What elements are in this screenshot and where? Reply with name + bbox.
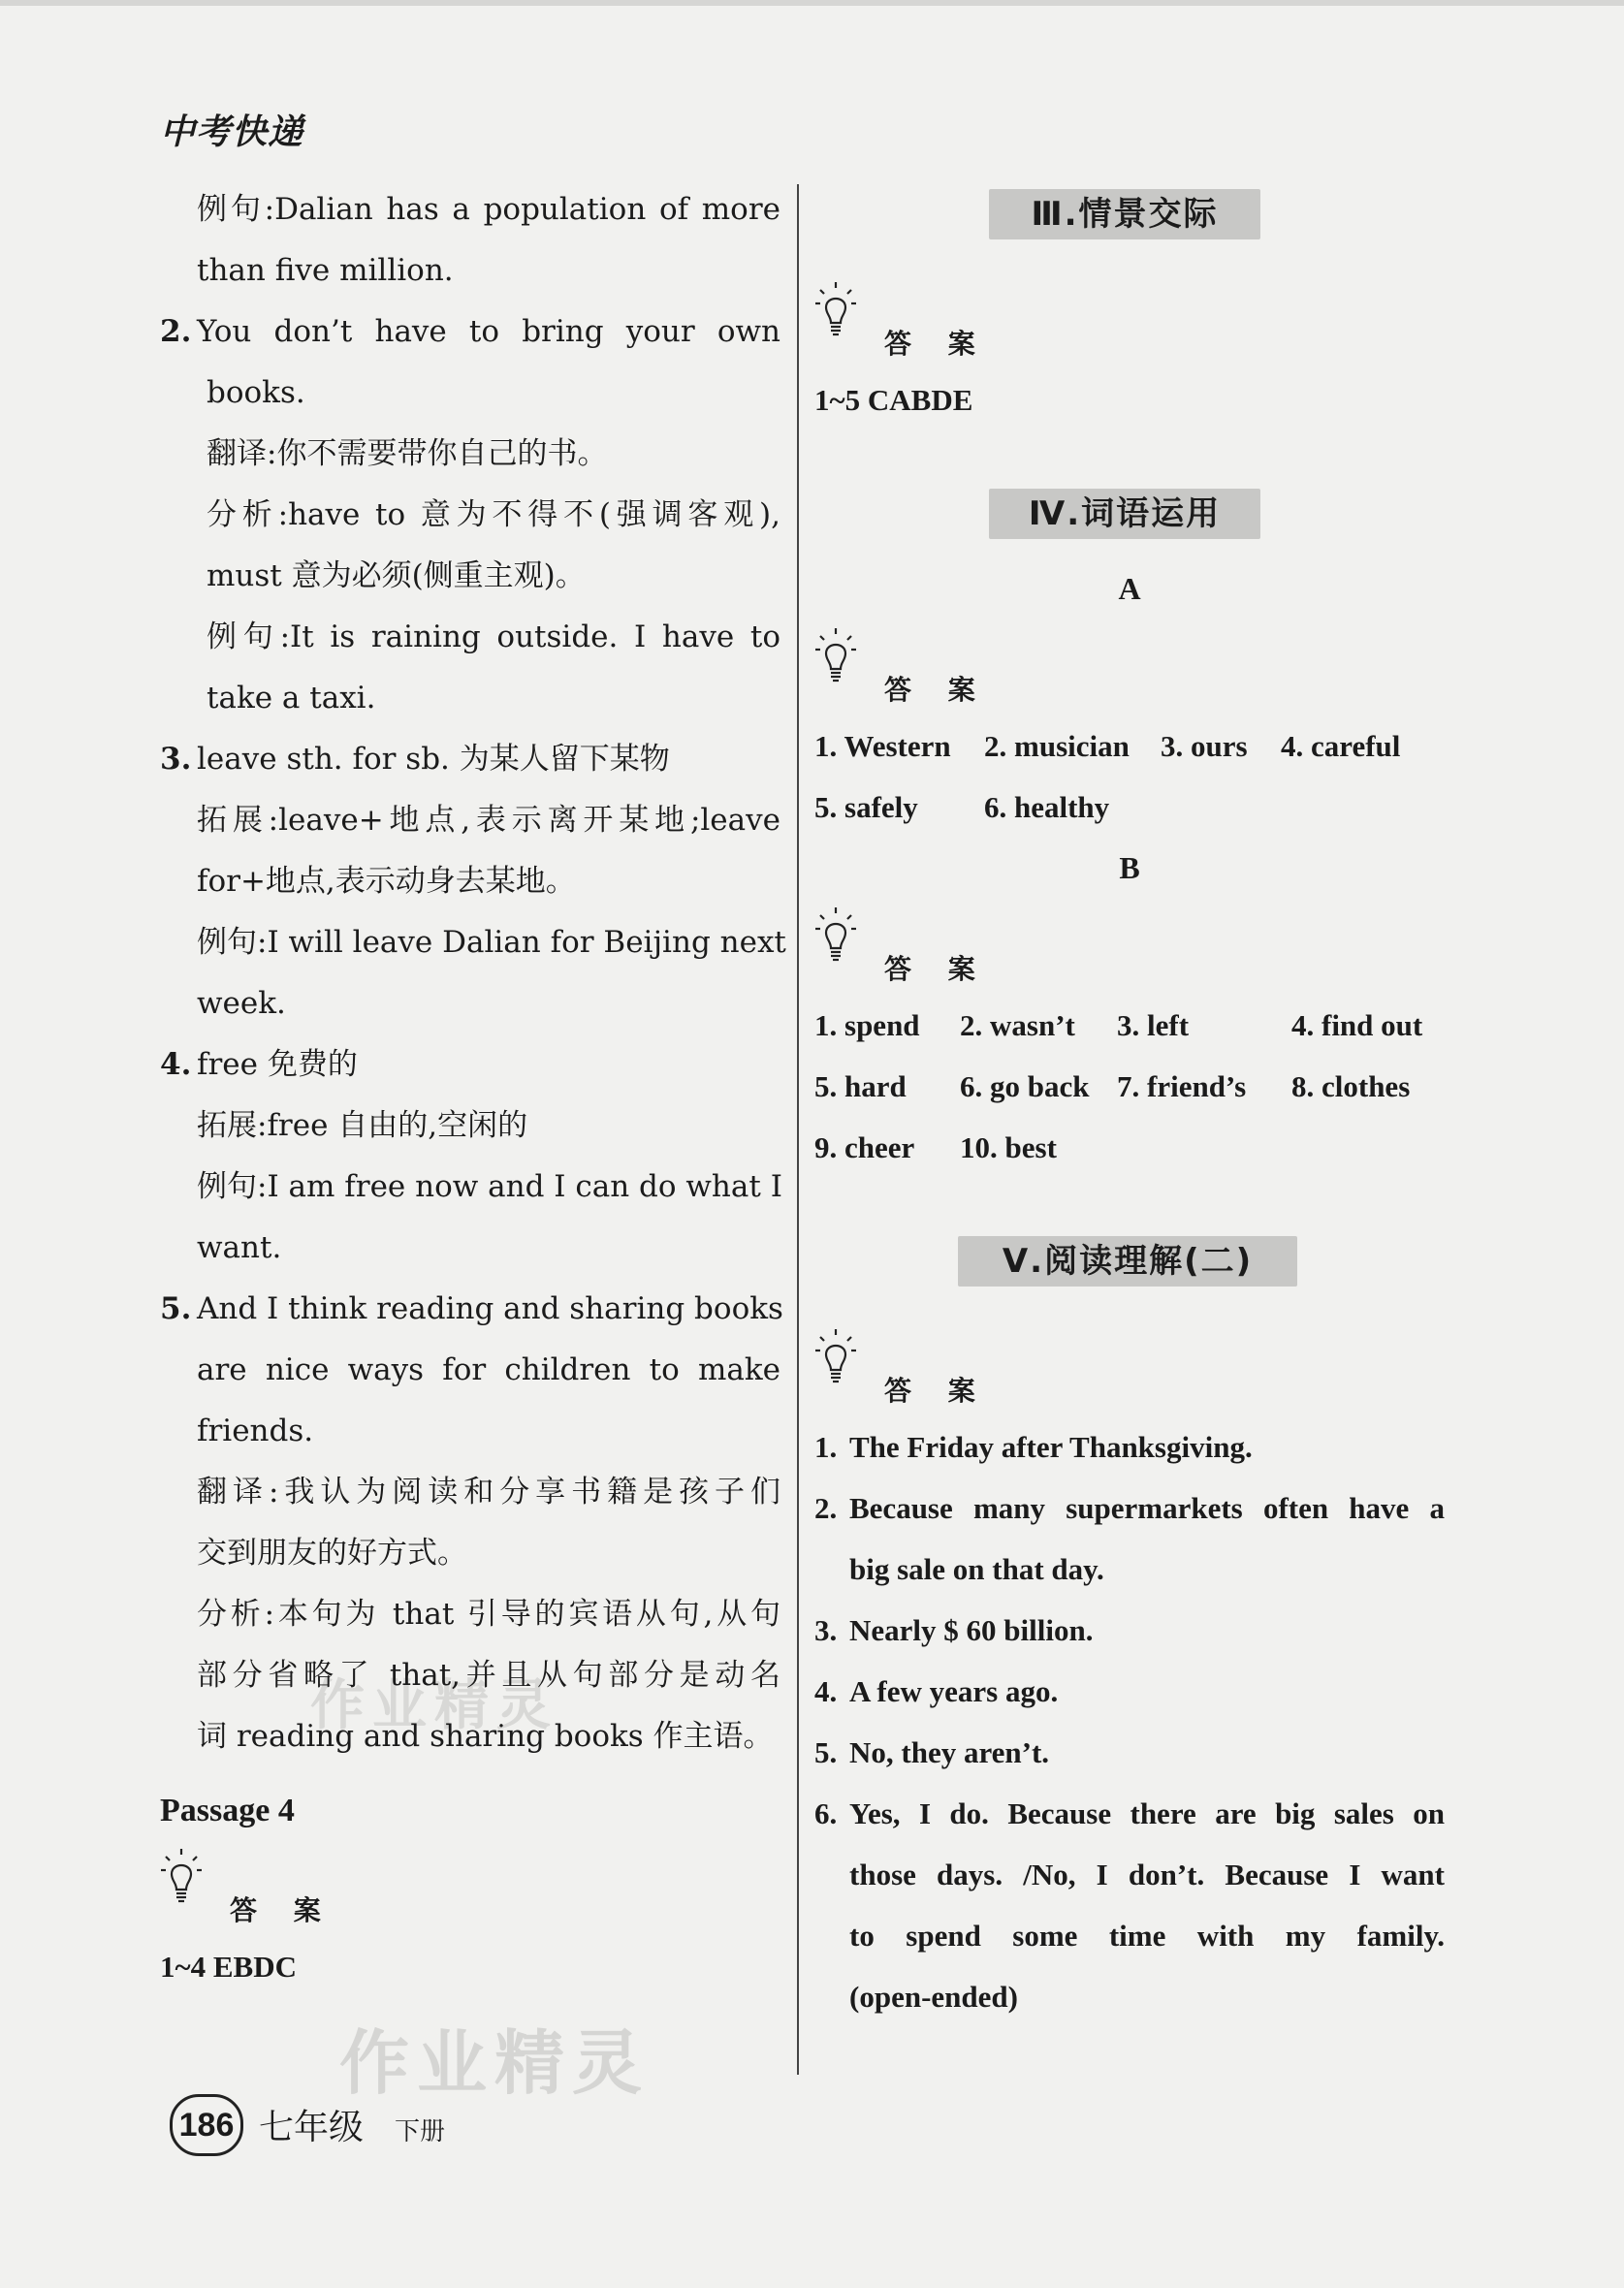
lightbulb-icon bbox=[160, 1847, 203, 1909]
line-text: The Friday after Thanksgiving. bbox=[849, 1430, 1253, 1464]
text-line bbox=[160, 851, 780, 912]
running-title: 中考快递 bbox=[160, 112, 304, 152]
answer-item: 6. go back bbox=[960, 1069, 1090, 1103]
passage-4-answers: 1~4 EBDC bbox=[160, 1950, 297, 1984]
item-number: 6. bbox=[814, 1796, 838, 1830]
answer-item: 6. healthy bbox=[984, 790, 1110, 824]
part-a-answers bbox=[814, 715, 1445, 838]
text-line bbox=[160, 240, 780, 302]
answer-label: 答 案 bbox=[884, 674, 989, 706]
right-column bbox=[814, 179, 1445, 2027]
watermark-mid: 作业精灵 bbox=[310, 1674, 558, 1737]
line-text: 拓展:leave+地点,表示离开某地;leave bbox=[197, 803, 780, 838]
line-text: 词 reading and sharing books 作主语。 bbox=[197, 1719, 774, 1754]
text-line bbox=[160, 668, 780, 729]
line-text: take a taxi. bbox=[207, 681, 376, 715]
text-line bbox=[160, 179, 780, 240]
passage-4-heading: Passage 4 bbox=[160, 1793, 295, 1828]
text-line bbox=[160, 790, 780, 851]
watermark-bottom: 作业精灵 bbox=[339, 2022, 651, 2104]
answer-item: 7. friend’s bbox=[1117, 1069, 1247, 1103]
section-3-answer-marker bbox=[814, 276, 1445, 369]
line-text: those days. /No, I don’t. Because I want bbox=[849, 1858, 1445, 1891]
text-line bbox=[160, 607, 780, 668]
line-text: 部分省略了 that,并且从句部分是动名 bbox=[197, 1658, 780, 1693]
answer-label: 答 案 bbox=[884, 1375, 989, 1407]
answer-row bbox=[814, 1056, 1445, 1117]
section-5-title: Ⅴ.阅读理解(二) bbox=[958, 1236, 1297, 1287]
line-text: No, they aren’t. bbox=[849, 1735, 1050, 1769]
line-text: 分析:have to 意为不得不(强调客观), bbox=[207, 497, 780, 532]
answer-item: 4. careful bbox=[1281, 729, 1401, 763]
line-text: are nice ways for children to make bbox=[197, 1352, 780, 1387]
item-number: 3. bbox=[160, 742, 192, 777]
answer-row bbox=[814, 715, 1445, 777]
answer-item: 5. hard bbox=[814, 1069, 907, 1103]
answer-line bbox=[814, 1905, 1445, 1966]
answer-label: 答 案 bbox=[230, 1894, 334, 1926]
answer-item: 2. wasn’t bbox=[960, 1008, 1075, 1042]
part-a-answer-marker bbox=[814, 622, 1445, 715]
line-text: to spend some time with my family. bbox=[849, 1919, 1445, 1953]
answer-line bbox=[814, 1661, 1445, 1722]
line-text: 翻译:你不需要带你自己的书。 bbox=[207, 436, 608, 471]
answer-line bbox=[814, 1478, 1445, 1539]
left-text-lines bbox=[160, 179, 786, 1767]
text-line bbox=[160, 1279, 783, 1340]
line-text: And I think reading and sharing books bbox=[197, 1291, 783, 1326]
answer-line bbox=[814, 1966, 1445, 2027]
line-text: for+地点,表示动身去某地。 bbox=[197, 864, 576, 899]
line-text: must 意为必须(侧重主观)。 bbox=[207, 558, 586, 593]
line-text: free 免费的 bbox=[197, 1047, 358, 1082]
section-4-part-a: A bbox=[1118, 571, 1141, 606]
line-text: A few years ago. bbox=[849, 1674, 1059, 1708]
answer-line bbox=[814, 1416, 1445, 1478]
volume-label: 下册 bbox=[395, 2117, 446, 2146]
text-line bbox=[160, 1706, 780, 1767]
line-text: You don’t have to bring your own bbox=[197, 314, 780, 349]
line-text: friends. bbox=[197, 1414, 314, 1448]
column-divider bbox=[797, 184, 799, 2075]
text-line bbox=[160, 729, 780, 790]
lightbulb-icon bbox=[814, 626, 857, 688]
line-text: Nearly $ 60 billion. bbox=[849, 1613, 1094, 1647]
line-text: leave sth. for sb. 为某人留下某物 bbox=[197, 742, 670, 777]
text-line bbox=[160, 973, 780, 1034]
answer-line bbox=[814, 1722, 1445, 1783]
answer-item: 9. cheer bbox=[814, 1130, 915, 1164]
answer-item: 3. ours bbox=[1161, 729, 1248, 763]
text-line bbox=[160, 912, 786, 973]
left-column bbox=[160, 179, 786, 1997]
answer-item: 10. best bbox=[960, 1130, 1057, 1164]
section-4-header bbox=[814, 479, 1445, 566]
item-number: 2. bbox=[160, 314, 192, 349]
section-5-header bbox=[814, 1226, 1445, 1323]
answer-item: 4. find out bbox=[1291, 1008, 1423, 1042]
answer-item: 5. safely bbox=[814, 790, 918, 824]
answer-line bbox=[814, 1783, 1445, 1844]
answer-row bbox=[814, 777, 1445, 838]
text-line bbox=[160, 1340, 780, 1401]
section-5-answers bbox=[814, 1416, 1445, 2027]
answer-line bbox=[814, 1539, 1445, 1600]
page-edge bbox=[0, 0, 1624, 6]
line-text: 分析:本句为 that 引导的宾语从句,从句 bbox=[197, 1597, 780, 1632]
line-text: 拓展:free 自由的,空闲的 bbox=[197, 1108, 528, 1143]
line-text: 例句:It is raining outside. I have to bbox=[207, 620, 780, 654]
text-line bbox=[160, 1034, 780, 1096]
line-text: books. bbox=[207, 375, 305, 410]
section-4-part-b: B bbox=[1119, 850, 1140, 885]
item-number: 2. bbox=[814, 1491, 838, 1525]
line-text: big sale on that day. bbox=[849, 1552, 1104, 1586]
text-line bbox=[160, 1645, 780, 1706]
line-text: Because many supermarkets often have a bbox=[849, 1491, 1445, 1525]
line-text: want. bbox=[197, 1230, 282, 1265]
answer-label: 答 案 bbox=[884, 953, 989, 985]
answer-label: 答 案 bbox=[884, 328, 989, 360]
part-b-answer-marker bbox=[814, 902, 1445, 995]
text-line bbox=[160, 424, 780, 485]
answer-item: 1. Western bbox=[814, 729, 951, 763]
answer-item: 2. musician bbox=[984, 729, 1130, 763]
line-text: 例句:I am free now and I can do what I bbox=[197, 1169, 782, 1204]
answer-line bbox=[814, 1844, 1445, 1905]
page-number: 186 bbox=[170, 2094, 243, 2156]
text-line bbox=[160, 1584, 780, 1645]
section-3-answers: 1~5 CABDE bbox=[814, 383, 973, 417]
text-line bbox=[160, 1462, 780, 1523]
answer-row bbox=[814, 995, 1445, 1056]
line-text: than five million. bbox=[197, 253, 454, 288]
item-number: 5. bbox=[814, 1735, 838, 1769]
text-line bbox=[160, 1401, 780, 1462]
line-text: 例句:Dalian has a population of more bbox=[197, 192, 780, 227]
text-line bbox=[160, 1096, 780, 1157]
text-line bbox=[160, 302, 780, 363]
item-number: 4. bbox=[160, 1047, 192, 1082]
item-number: 4. bbox=[814, 1674, 838, 1708]
answer-item: 3. left bbox=[1117, 1008, 1190, 1042]
lightbulb-icon bbox=[814, 906, 857, 968]
answer-row bbox=[814, 1117, 1445, 1178]
lightbulb-icon bbox=[814, 280, 857, 342]
line-text: week. bbox=[197, 986, 286, 1021]
line-text: 翻译:我认为阅读和分享书籍是孩子们 bbox=[197, 1475, 780, 1509]
line-text: 例句:I will leave Dalian for Beijing next bbox=[197, 925, 786, 960]
item-number: 3. bbox=[814, 1613, 838, 1647]
item-number: 5. bbox=[160, 1291, 192, 1326]
part-b-answers bbox=[814, 995, 1445, 1178]
line-text: Yes, I do. Because there are big sales on bbox=[849, 1796, 1445, 1830]
item-number: 1. bbox=[814, 1430, 838, 1464]
section-4-title: Ⅳ.词语运用 bbox=[989, 489, 1260, 539]
text-line bbox=[160, 363, 780, 424]
text-line bbox=[160, 1523, 780, 1584]
answer-line bbox=[814, 1600, 1445, 1661]
grade-label: 七年级 bbox=[259, 2108, 365, 2147]
text-line bbox=[160, 1218, 780, 1279]
section-3-title: Ⅲ.情景交际 bbox=[989, 189, 1260, 239]
lightbulb-icon bbox=[814, 1327, 857, 1389]
section-5-answer-marker bbox=[814, 1323, 1445, 1416]
text-line bbox=[160, 1157, 780, 1218]
answer-item: 1. spend bbox=[814, 1008, 920, 1042]
line-text: 交到朋友的好方式。 bbox=[197, 1536, 467, 1571]
text-line bbox=[160, 485, 780, 546]
line-text: (open-ended) bbox=[849, 1980, 1018, 2014]
answer-item: 8. clothes bbox=[1291, 1069, 1411, 1103]
text-line bbox=[160, 546, 780, 607]
passage-4-answer-marker bbox=[160, 1843, 780, 1936]
